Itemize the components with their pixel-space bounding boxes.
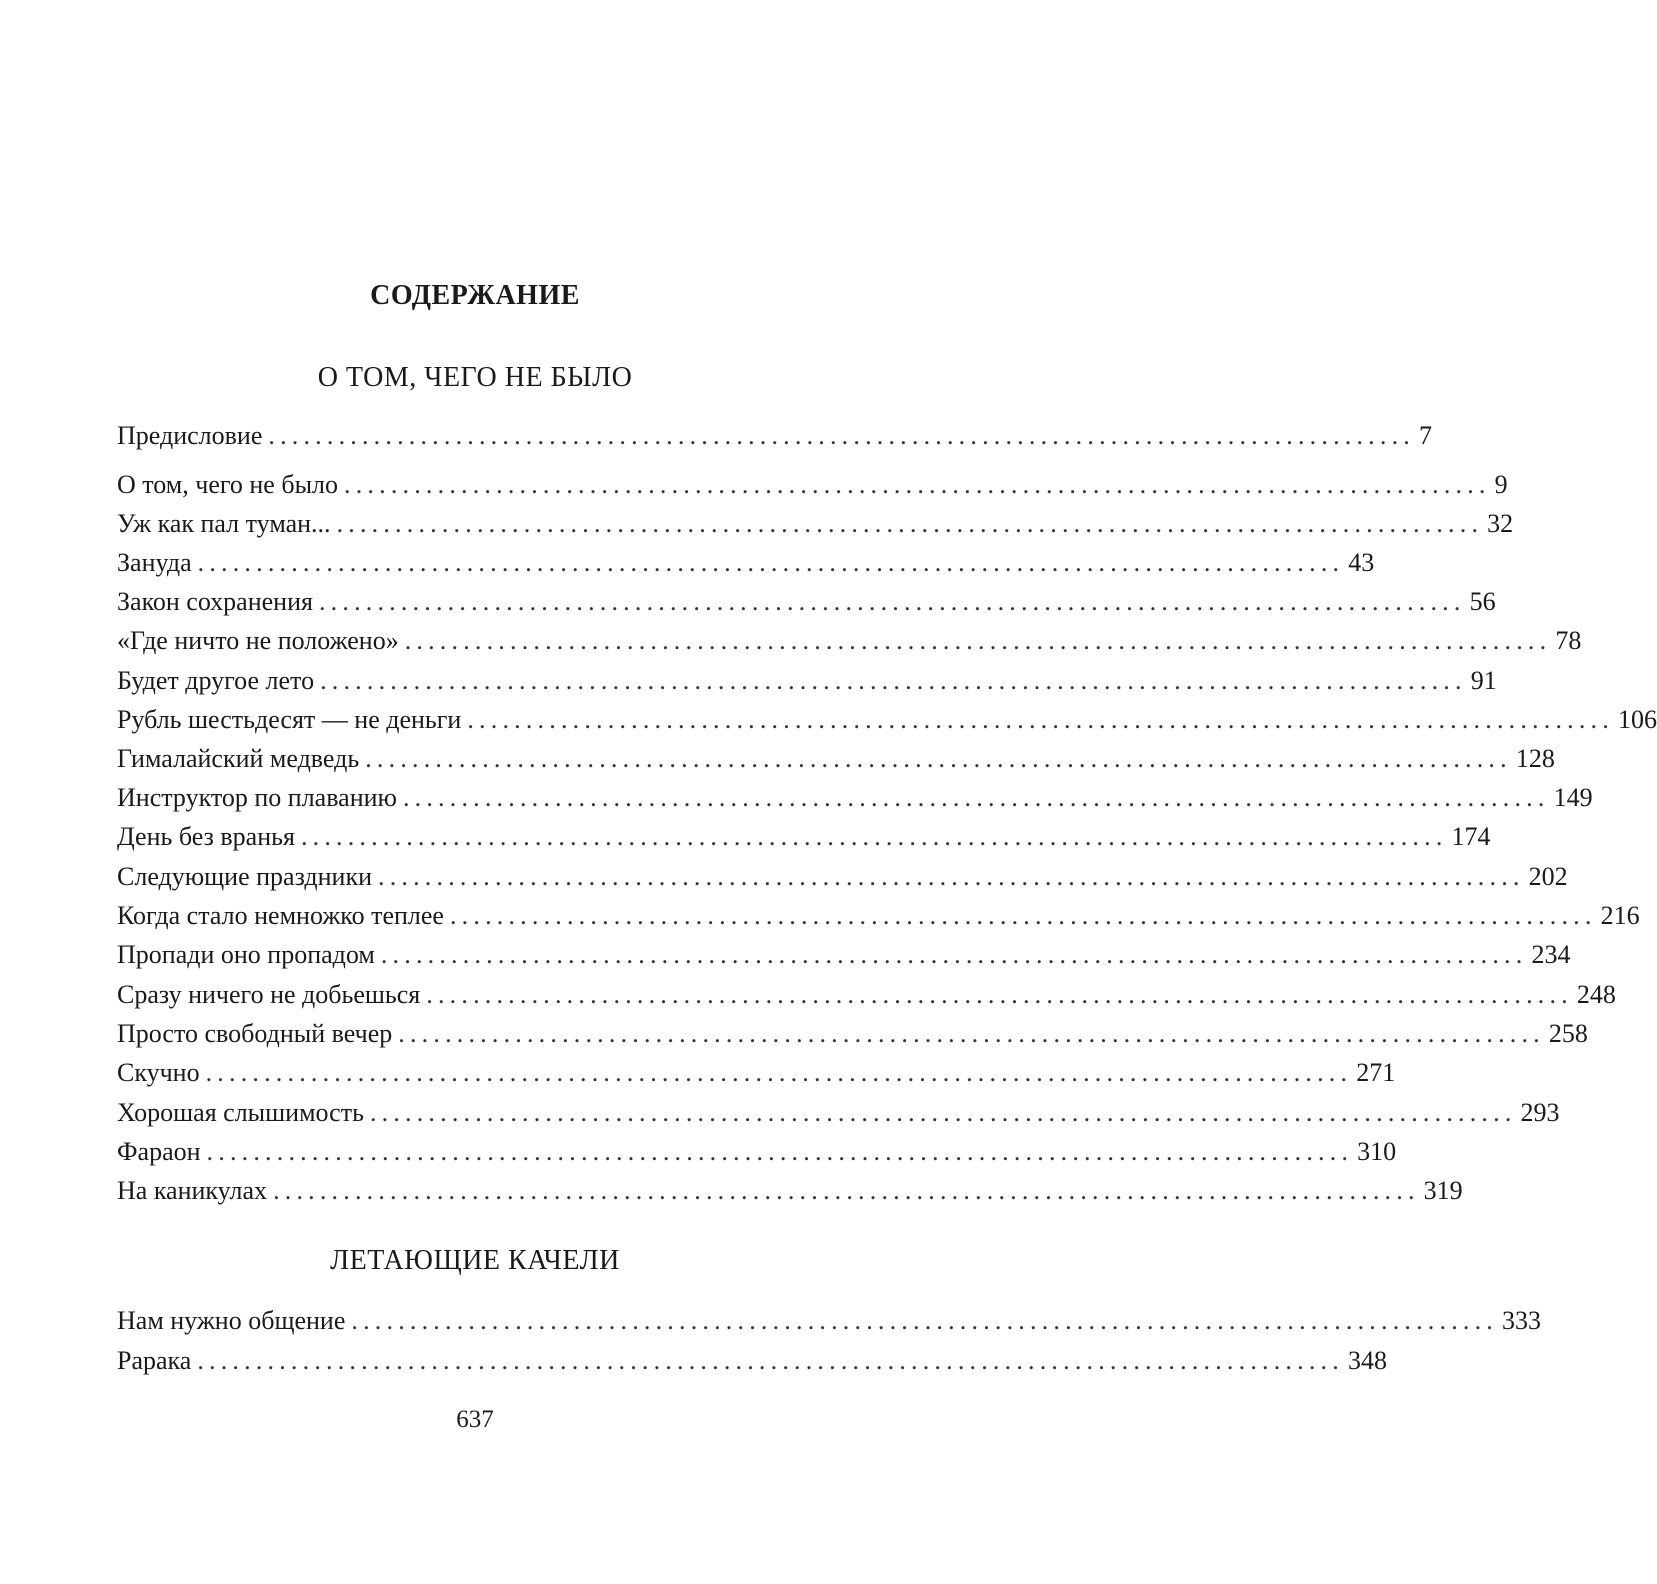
section-heading: ЛЕТАЮЩИЕ КАЧЕЛИ — [330, 1245, 620, 1276]
toc-entry-page: 319 — [1423, 1176, 1463, 1205]
toc-entry — [117, 1174, 1463, 1208]
toc-entry-page: 202 — [1528, 862, 1568, 891]
dot-leader: .................................................................................................. — [268, 421, 1415, 450]
toc-entry-page: 149 — [1553, 783, 1593, 812]
toc-entry-title: Фараон — [117, 1137, 201, 1166]
dot-leader: .................................................................................................. — [467, 705, 1614, 734]
toc-entry-page: 106 — [1617, 705, 1657, 734]
dot-leader: .................................................................................................. — [273, 1176, 1420, 1205]
toc-entry — [117, 899, 1640, 933]
toc-entry — [117, 742, 1555, 776]
dot-leader: .................................................................................................. — [404, 626, 1552, 655]
toc-entry — [117, 468, 1508, 502]
toc-entry-title: Следующие праздники — [117, 862, 372, 891]
toc-entry-page: 128 — [1515, 744, 1555, 773]
toc-entry-title: Инструктор по плаванию — [117, 783, 397, 812]
toc-entry — [117, 585, 1496, 619]
page-title: СОДЕРЖАНИЕ — [370, 280, 580, 311]
dot-leader: .................................................................................................. — [205, 1058, 1353, 1087]
toc-entry-title: «Где ничто не положено» — [117, 626, 399, 655]
toc-entry — [117, 419, 1432, 453]
toc-entry-page: 91 — [1470, 666, 1497, 695]
dot-leader: .................................................................................................. — [344, 470, 1491, 499]
toc-entry — [117, 507, 1514, 541]
toc-entry-title: Гималайский медведь — [117, 744, 360, 773]
toc-entry-page: 348 — [1347, 1346, 1387, 1375]
toc-entry — [117, 938, 1571, 972]
toc-entry-page: 7 — [1418, 421, 1432, 450]
toc-entry — [117, 624, 1582, 658]
toc-entry-page: 174 — [1451, 822, 1491, 851]
toc-entry-page: 258 — [1548, 1019, 1588, 1048]
toc-entry-title: Зануда — [117, 548, 192, 577]
dot-leader: .................................................................................................. — [378, 862, 1525, 891]
dot-leader: .................................................................................................. — [300, 822, 1448, 851]
dot-leader: .................................................................................................. — [197, 1346, 1344, 1375]
toc-entry-page: 310 — [1357, 1137, 1397, 1166]
toc-entry-page: 271 — [1356, 1058, 1396, 1087]
toc-entry — [117, 820, 1491, 854]
dot-leader: .................................................................................................. — [402, 783, 1550, 812]
toc-entry-page: 32 — [1487, 509, 1514, 538]
toc-entry-title: О том, чего не было — [117, 470, 339, 499]
toc-entry-page: 56 — [1469, 587, 1496, 616]
dot-leader: .................................................................................................. — [449, 901, 1597, 930]
dot-leader: .................................................................................................. — [336, 509, 1484, 538]
dot-leader: .................................................................................................. — [426, 980, 1573, 1009]
dot-leader: .................................................................................................. — [206, 1137, 1354, 1166]
dot-leader: .................................................................................................. — [398, 1019, 1545, 1048]
toc-entry — [117, 1304, 1541, 1338]
toc-entry — [117, 860, 1568, 894]
toc-entry-title: Будет другое лето — [117, 666, 315, 695]
toc-entry — [117, 1096, 1560, 1130]
dot-leader: .................................................................................................. — [365, 744, 1512, 773]
toc-entry-title: Уж как пал туман... — [117, 509, 331, 538]
section-heading: О ТОМ, ЧЕГО НЕ БЫЛО — [317, 362, 633, 393]
toc-entry — [117, 978, 1616, 1012]
toc-entry-title: Сразу ничего не добьешься — [117, 980, 421, 1009]
toc-entry — [117, 781, 1593, 815]
toc-entry-page: 293 — [1520, 1098, 1560, 1127]
toc-entry-title: Хорошая слышимость — [117, 1098, 364, 1127]
dot-leader: .................................................................................................. — [197, 548, 1345, 577]
toc-entry-title: На каникулах — [117, 1176, 268, 1205]
toc-entry-title: Пропади оно пропадом — [117, 940, 375, 969]
dot-leader: .................................................................................................. — [320, 666, 1467, 695]
toc-entry-title: Скучно — [117, 1058, 200, 1087]
toc-entry-page: 333 — [1502, 1306, 1541, 1335]
toc-entry-page: 9 — [1494, 470, 1508, 499]
toc-entry — [117, 1135, 1397, 1169]
dot-leader: .................................................................................................. — [369, 1098, 1517, 1127]
toc-entry — [117, 1056, 1396, 1090]
dot-leader: .................................................................................................. — [318, 587, 1466, 616]
toc-entry — [117, 546, 1375, 580]
toc-entry-title: День без вранья — [117, 822, 295, 851]
dot-leader: .................................................................................................. — [380, 940, 1528, 969]
toc-entry — [117, 1017, 1588, 1051]
toc-entry — [117, 1344, 1387, 1378]
toc-entry-title: Просто свободный вечер — [117, 1019, 393, 1048]
toc-entry-title: Закон сохранения — [117, 587, 313, 616]
toc-entry-page: 248 — [1576, 980, 1616, 1009]
toc-entry-page: 216 — [1600, 901, 1640, 930]
dot-leader: .................................................................................................. — [351, 1306, 1498, 1335]
toc-entry-page: 43 — [1348, 548, 1375, 577]
toc-entry-title: Когда стало немножко теплее — [117, 901, 444, 930]
toc-entry — [117, 664, 1497, 698]
toc-entry-title: Нам нужно общение — [117, 1306, 346, 1335]
toc-entry-page: 234 — [1531, 940, 1571, 969]
toc-entry-title: Рарака — [117, 1346, 192, 1375]
toc-entry — [117, 703, 1657, 737]
page-number: 637 — [456, 1406, 494, 1433]
toc-entry-title: Рубль шестьдесят — не деньги — [117, 705, 462, 734]
toc-entry-page: 78 — [1555, 626, 1582, 655]
toc-entry-title: Предисловие — [117, 421, 263, 450]
